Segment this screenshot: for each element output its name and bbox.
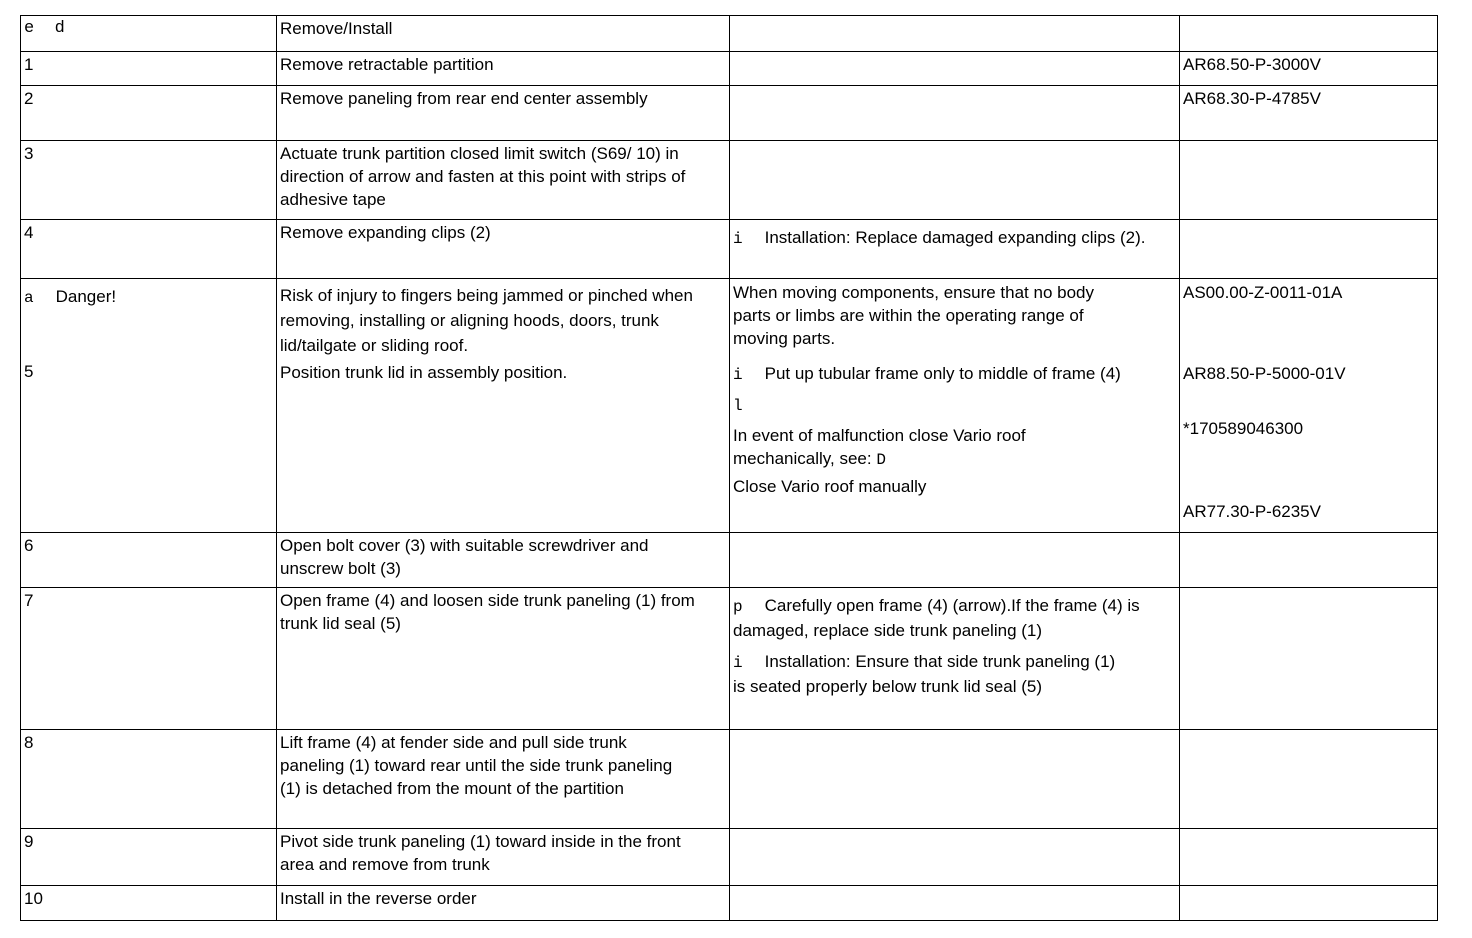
- danger-icon: a: [24, 289, 34, 307]
- step-number: 10: [21, 886, 277, 921]
- step-text: Pivot side trunk paneling (1) toward inside in the front area and remove from trunk: [277, 829, 730, 886]
- step-ref: [1180, 533, 1438, 588]
- info-icon: i: [733, 366, 743, 384]
- step-note: [730, 220, 1180, 279]
- step-note: [730, 730, 1180, 829]
- step-text: Lift frame (4) at fender side and pull side trunk paneling (1) toward rear until the side trunk paneling (1) is detached from the mount of the partition: [277, 730, 730, 829]
- danger-ref[interactable]: AS00.00-Z-0011-01A: [1183, 283, 1343, 302]
- procedure-table: [20, 15, 1438, 921]
- header-symbols: e d: [21, 16, 277, 52]
- ref-link[interactable]: AR88.50-P-5000-01V: [1183, 364, 1346, 383]
- step-ref: [1180, 588, 1438, 730]
- ref-link[interactable]: AR77.30-P-6235V: [1183, 502, 1321, 521]
- step-number: 2: [21, 86, 277, 141]
- table-row: [21, 588, 1438, 730]
- step-number: [21, 279, 277, 533]
- step-number: 4: [21, 220, 277, 279]
- table-row: [21, 52, 1438, 86]
- note-text: Installation: Replace damaged expanding clips (2).: [764, 228, 1146, 247]
- step-text: Remove retractable partition: [277, 52, 730, 86]
- step-ref: [1180, 220, 1438, 279]
- header-empty-ref: [1180, 16, 1438, 52]
- step-note: [730, 829, 1180, 886]
- step-note: [730, 141, 1180, 220]
- table-row: [21, 829, 1438, 886]
- info-icon: i: [733, 230, 743, 248]
- note-text: Installation: Ensure that side trunk paneling (1) is seated properly below trunk lid seal (5): [733, 652, 1116, 696]
- step-ref: [1180, 886, 1438, 921]
- danger-note: When moving components, ensure that no body parts or limbs are within the operating range of moving parts.: [733, 283, 1094, 348]
- note-icon: p: [733, 598, 743, 616]
- danger-label: Danger!: [55, 287, 117, 306]
- table-row: [21, 886, 1438, 921]
- note-text: Carefully open frame (4) (arrow).If the frame (4) is damaged, replace side trunk paneling (1): [733, 596, 1140, 640]
- step-note: [730, 279, 1180, 533]
- step-number: 7: [21, 588, 277, 730]
- step-note: [730, 52, 1180, 86]
- step-ref: AR68.30-P-4785V: [1180, 86, 1438, 141]
- step-number: 9: [21, 829, 277, 886]
- step-number: 3: [21, 141, 277, 220]
- tool-icon: l: [733, 397, 743, 415]
- step-ref: [1180, 279, 1438, 533]
- step-text: [277, 279, 730, 533]
- step-note: [730, 886, 1180, 921]
- step-number: 1: [21, 52, 277, 86]
- step-text: Remove paneling from rear end center assembly: [277, 86, 730, 141]
- note-text: Put up tubular frame only to middle of frame (4): [764, 364, 1121, 383]
- header-empty-note: [730, 16, 1180, 52]
- table-row: [21, 279, 1438, 533]
- tool-ref: *170589046300: [1183, 419, 1304, 438]
- step-text: Open frame (4) and loosen side trunk paneling (1) from trunk lid seal (5): [277, 588, 730, 730]
- step-text: Open bolt cover (3) with suitable screwdriver and unscrew bolt (3): [277, 533, 730, 588]
- table-row: [21, 730, 1438, 829]
- danger-text: Risk of injury to fingers being jammed or pinched when removing, installing or aligning hoods, doors, trunk lid/tailgate or sliding roof.: [280, 286, 693, 355]
- table-row: [21, 141, 1438, 220]
- step-number: 8: [21, 730, 277, 829]
- step-number: 6: [21, 533, 277, 588]
- note-text: In event of malfunction close Vario roof mechanically, see:: [733, 426, 1026, 468]
- step-text-5: Position trunk lid in assembly position.: [280, 363, 568, 382]
- step-number-5: 5: [24, 362, 34, 381]
- step-text: Remove expanding clips (2): [277, 220, 730, 279]
- document-link-icon[interactable]: D: [876, 451, 886, 469]
- table-row: [21, 86, 1438, 141]
- step-note: [730, 533, 1180, 588]
- header-title: Remove/Install: [277, 16, 730, 52]
- step-ref: [1180, 829, 1438, 886]
- step-text: Install in the reverse order: [277, 886, 730, 921]
- step-ref: [1180, 730, 1438, 829]
- step-text: Actuate trunk partition closed limit switch (S69/ 10) in direction of arrow and fasten at this point with strips of adhesive tape: [277, 141, 730, 220]
- info-icon: i: [733, 654, 743, 672]
- table-row: [21, 533, 1438, 588]
- step-note: [730, 588, 1180, 730]
- note-text: Close Vario roof manually: [733, 477, 927, 496]
- step-note: [730, 86, 1180, 141]
- table-row: [21, 220, 1438, 279]
- header-row: [21, 16, 1438, 52]
- step-ref: AR68.50-P-3000V: [1180, 52, 1438, 86]
- step-ref: [1180, 141, 1438, 220]
